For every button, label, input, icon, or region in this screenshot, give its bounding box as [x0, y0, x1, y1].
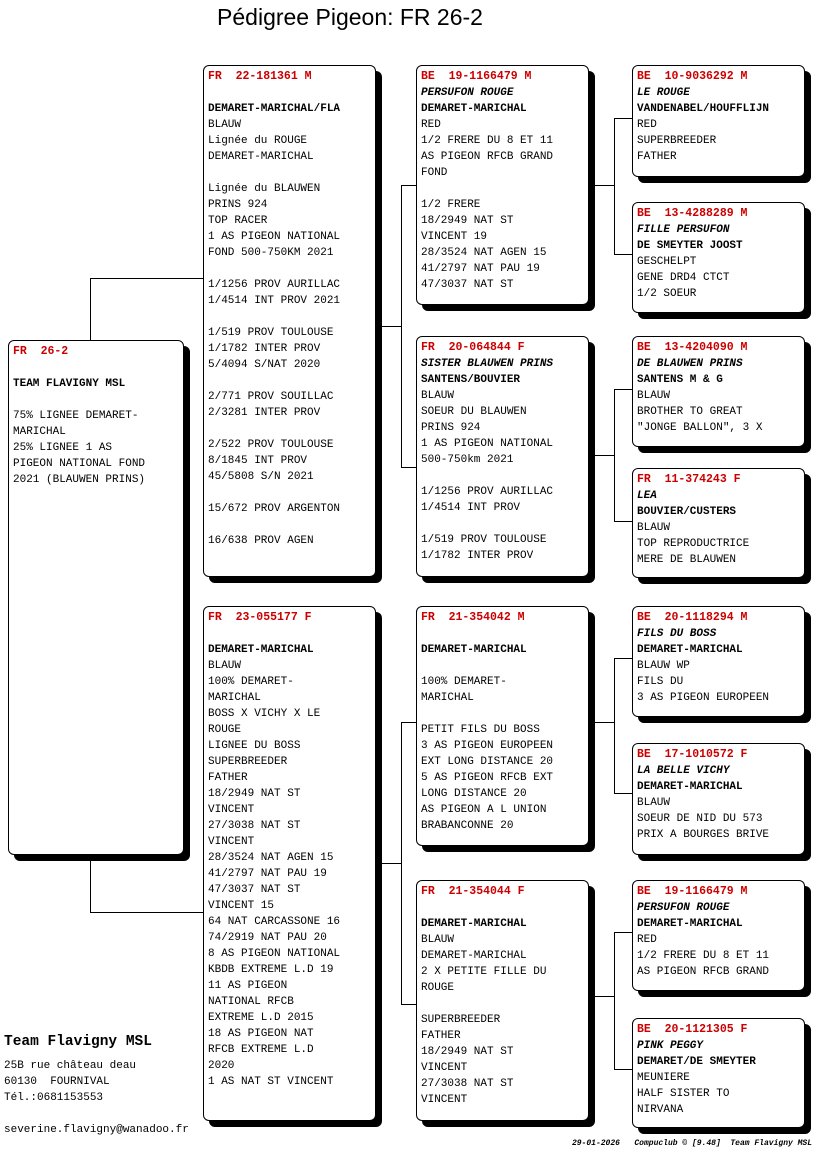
pigeon-name: LEA [637, 490, 657, 502]
connector-line [614, 658, 615, 793]
ring-number: FR 21-354042 M [421, 611, 525, 624]
ring-number: FR 21-354044 F [421, 885, 525, 898]
detail-line: 41/2797 NAT PAU 19 [208, 868, 327, 880]
detail-line: 1/519 PROV TOULOUSE [421, 534, 547, 546]
detail-line: Lignée du ROUGE [208, 135, 308, 147]
detail-line: 1/2 FRERE DU 8 ET 11 [637, 950, 770, 962]
detail-line: 27/3038 NAT ST [421, 1078, 514, 1090]
detail-line: VANDENABEL/HOUFFLIJN [637, 103, 770, 115]
ring-number: BE 19-1166479 M [421, 70, 532, 83]
owner-name: Team Flavigny MSL [4, 1034, 152, 1050]
detail-line: AS PIGEON RFCB GRAND [637, 966, 770, 978]
owner-address-line: 60130 FOURNIVAL [4, 1076, 110, 1088]
pigeon-details [637, 504, 800, 568]
detail-line: 41/2797 NAT PAU 19 [421, 263, 540, 275]
detail-line: 16/638 PROV AGEN [208, 535, 314, 547]
pigeon-card-dam[interactable] [203, 606, 376, 1121]
pigeon-details [208, 85, 371, 549]
pigeon-card-ggp-3[interactable] [632, 336, 805, 447]
detail-line: MERE DE BLAUWEN [637, 554, 737, 566]
detail-line: MEUNIERE [637, 1072, 690, 1084]
pigeon-name: FILLE PERSUFON [637, 224, 730, 236]
pigeon-name: FILS DU BOSS [637, 628, 717, 640]
detail-line [421, 516, 584, 532]
owner-address-line: 25B rue château deau [4, 1060, 137, 1072]
ring-number: BE 10-9036292 M [637, 70, 748, 83]
detail-line [208, 309, 371, 325]
detail-line: 3 AS PIGEON EUROPEEN [421, 740, 554, 752]
detail-line: DEMARET-MARICHAL [637, 644, 743, 656]
detail-line: Lignée du BLAUWEN [208, 183, 321, 195]
detail-line: 3 AS PIGEON EUROPEEN [637, 692, 770, 704]
detail-line: 1/1782 INTER PROV [208, 343, 321, 355]
detail-line: TOP REPRODUCTRICE [637, 538, 750, 550]
detail-line: 2020 [208, 1060, 235, 1072]
pigeon-name: PERSUFON ROUGE [421, 87, 514, 99]
detail-line: DE SMEYTER JOOST [637, 240, 743, 252]
detail-line: GENE DRD4 CTCT [637, 272, 730, 284]
ring-number: FR 20-064844 F [421, 341, 525, 354]
ring-number: BE 13-4288289 M [637, 207, 748, 220]
pigeon-card-sire-dam[interactable] [416, 336, 589, 577]
detail-line: 45/5808 S/N 2021 [208, 471, 314, 483]
pigeon-name: SISTER BLAUWEN PRINS [421, 358, 554, 370]
detail-line: 47/3037 NAT ST [208, 884, 301, 896]
detail-line: BLAUW [208, 119, 242, 131]
detail-line: BOUVIER/CUSTERS [637, 506, 737, 518]
detail-line: 1/2 FRERE [421, 199, 481, 211]
connector-line [614, 389, 615, 521]
detail-line: BLAUW WP [637, 660, 690, 672]
detail-line: SANTENS/BOUVIER [421, 374, 521, 386]
connector-line [382, 326, 402, 327]
detail-line: BOSS X VICHY X LE [208, 708, 321, 720]
detail-line: 2021 (BLAUWEN PRINS) [13, 474, 146, 486]
detail-line: DEMARET-MARICHAL [421, 918, 527, 930]
pigeon-details [421, 900, 584, 1108]
ring-number: BE 19-1166479 M [637, 885, 748, 898]
detail-line: 5 AS PIGEON RFCB EXT [421, 772, 554, 784]
pigeon-details [637, 1054, 800, 1118]
ring-number: BE 20-1121305 F [637, 1023, 748, 1036]
detail-line: TEAM FLAVIGNY MSL [13, 378, 126, 390]
ring-number: BE 20-1118294 M [637, 611, 748, 624]
detail-line: FOND [421, 167, 448, 179]
connector-line [595, 455, 615, 456]
detail-line [421, 658, 584, 674]
connector-line [401, 1004, 417, 1005]
detail-line: EXT LONG DISTANCE 20 [421, 756, 554, 768]
detail-line: 100% DEMARET- [421, 676, 507, 688]
detail-line: 2/3281 INTER PROV [208, 407, 321, 419]
detail-line: VINCENT 15 [208, 900, 275, 912]
detail-line: VINCENT 19 [421, 231, 488, 243]
pigeon-details [637, 779, 800, 843]
detail-line: 1/2 SOEUR [637, 288, 697, 300]
ring-number: FR 22-181361 M [208, 70, 312, 83]
detail-line: FATHER [208, 772, 248, 784]
detail-line: DEMARET-MARICHAL [208, 644, 314, 656]
connector-line [614, 1069, 633, 1070]
pigeon-card-subject[interactable] [8, 340, 184, 855]
detail-line [208, 261, 371, 277]
detail-line: 28/3524 NAT AGEN 15 [421, 247, 547, 259]
connector-line [614, 254, 633, 255]
pigeon-details [637, 916, 800, 980]
detail-line: VINCENT [208, 836, 255, 848]
detail-line [208, 485, 371, 501]
connector-line [614, 118, 633, 119]
detail-line: AS PIGEON RFCB GRAND [421, 151, 554, 163]
detail-line: MARICHAL [13, 426, 66, 438]
detail-line: PETIT FILS DU BOSS [421, 724, 540, 736]
detail-line: RED [637, 119, 657, 131]
detail-line: DEMARET/DE SMEYTER [637, 1056, 756, 1068]
detail-line [208, 517, 371, 533]
connector-line [595, 185, 615, 186]
pigeon-name: DE BLAUWEN PRINS [637, 358, 743, 370]
detail-line: ROUGE [421, 982, 455, 994]
ring-number: FR 23-055177 F [208, 611, 312, 624]
pigeon-details [637, 372, 800, 436]
connector-line [614, 658, 633, 659]
detail-line: FATHER [421, 1030, 461, 1042]
detail-line: FATHER [637, 151, 677, 163]
detail-line: 1/4514 INT PROV 2021 [208, 295, 341, 307]
detail-line: GESCHELPT [637, 256, 697, 268]
detail-line: 28/3524 NAT AGEN 15 [208, 852, 334, 864]
detail-line: 75% LIGNEE DEMARET- [13, 410, 139, 422]
pigeon-name: PERSUFON ROUGE [637, 902, 730, 914]
detail-line [421, 626, 584, 642]
detail-line: 1/1782 INTER PROV [421, 550, 534, 562]
detail-line: 15/672 PROV ARGENTON [208, 503, 341, 515]
detail-line: PIGEON NATIONAL FOND [13, 458, 146, 470]
detail-line: NATIONAL RFCB [208, 996, 294, 1008]
pigeon-card-ggp-6[interactable] [632, 743, 805, 855]
detail-line: TOP RACER [208, 215, 268, 227]
detail-line: PRINS 924 [208, 199, 268, 211]
detail-line: 2/522 PROV TOULOUSE [208, 439, 334, 451]
ring-number: BE 13-4204090 M [637, 341, 748, 354]
detail-line: "JONGE BALLON", 3 X [637, 422, 763, 434]
detail-line: EXTREME L.D 2015 [208, 1012, 314, 1024]
detail-line: BLAUW [421, 390, 455, 402]
connector-line [90, 278, 204, 279]
ring-number: FR 11-374243 F [637, 473, 741, 486]
connector-line [401, 722, 402, 1004]
detail-line: BLAUW [637, 390, 671, 402]
detail-line: 18/2949 NAT ST [421, 215, 514, 227]
detail-line [13, 392, 179, 408]
detail-line: 1/2 FRERE DU 8 ET 11 [421, 135, 554, 147]
detail-line: MARICHAL [208, 692, 261, 704]
detail-line: BLAUW [637, 797, 671, 809]
detail-line: 1/519 PROV TOULOUSE [208, 327, 334, 339]
connector-line [595, 722, 615, 723]
pigeon-card-dam-dam[interactable] [416, 880, 589, 1121]
detail-line: FILS DU [637, 676, 684, 688]
detail-line: SANTENS M & G [637, 374, 723, 386]
pigeon-details [637, 642, 800, 706]
detail-line: SUPERBREEDER [208, 756, 288, 768]
detail-line: 11 AS PIGEON [208, 980, 288, 992]
connector-line [90, 278, 91, 340]
detail-line: 1 AS PIGEON NATIONAL [421, 438, 554, 450]
detail-line: PRIX A BOURGES BRIVE [637, 829, 770, 841]
connector-line [90, 855, 91, 912]
detail-line: 500-750km 2021 [421, 454, 514, 466]
detail-line: DEMARET-MARICHAL [637, 918, 743, 930]
connector-line [401, 185, 402, 467]
detail-line: MARICHAL [421, 692, 474, 704]
detail-line [421, 706, 584, 722]
detail-line: SOEUR DE NID DU 573 [637, 813, 763, 825]
detail-line: VINCENT [421, 1062, 468, 1074]
detail-line: 25% LIGNEE 1 AS [13, 442, 113, 454]
detail-line: BRABANCONNE 20 [421, 820, 514, 832]
detail-line: 2 X PETITE FILLE DU [421, 966, 547, 978]
detail-line: HALF SISTER TO [637, 1088, 730, 1100]
detail-line: 18/2949 NAT ST [421, 1046, 514, 1058]
detail-line: RFCB EXTREME L.D [208, 1044, 314, 1056]
detail-line [208, 165, 371, 181]
connector-line [614, 118, 615, 254]
owner-email[interactable]: severine.flavigny@wanadoo.fr [4, 1124, 189, 1136]
detail-line: AS PIGEON A L UNION [421, 804, 547, 816]
detail-line: 1 AS PIGEON NATIONAL [208, 231, 341, 243]
detail-line: BLAUW [637, 522, 671, 534]
pigeon-card-dam-sire[interactable] [416, 606, 589, 846]
connector-line [90, 912, 204, 913]
owner-address [4, 1058, 136, 1106]
connector-line [614, 932, 633, 933]
pigeon-details [637, 101, 800, 165]
detail-line [13, 360, 179, 376]
connector-line [614, 932, 615, 1069]
detail-line: DEMARET-MARICHAL [421, 644, 527, 656]
detail-line [208, 85, 371, 101]
connector-line [595, 996, 615, 997]
detail-line: 2/771 PROV SOUILLAC [208, 391, 334, 403]
detail-line: NIRVANA [637, 1104, 684, 1116]
pigeon-details [421, 372, 584, 564]
detail-line [208, 421, 371, 437]
pigeon-card-ggp-2[interactable] [632, 202, 805, 313]
detail-line: LIGNEE DU BOSS [208, 740, 301, 752]
detail-line [421, 996, 584, 1012]
pigeon-name: PINK PEGGY [637, 1040, 704, 1052]
detail-line: VINCENT [421, 1094, 468, 1106]
detail-line: 18 AS PIGEON NAT [208, 1028, 314, 1040]
pigeon-card-ggp-1[interactable] [632, 65, 805, 177]
detail-line: BLAUW [208, 660, 242, 672]
connector-line [614, 521, 633, 522]
connector-line [401, 467, 417, 468]
detail-line: DEMARET-MARICHAL [637, 781, 743, 793]
detail-line: SUPERBREEDER [421, 1014, 501, 1026]
detail-line: DEMARET-MARICHAL [421, 103, 527, 115]
pigeon-details [637, 238, 800, 302]
detail-line: 47/3037 NAT ST [421, 279, 514, 291]
detail-line: VINCENT [208, 804, 255, 816]
detail-line: 1 AS NAT ST VINCENT [208, 1076, 334, 1088]
pigeon-card-sire-sire[interactable] [416, 65, 589, 305]
detail-line: 18/2949 NAT ST [208, 788, 301, 800]
detail-line: DEMARET-MARICHAL [208, 151, 314, 163]
detail-line: 27/3038 NAT ST [208, 820, 301, 832]
detail-line: BROTHER TO GREAT [637, 406, 743, 418]
detail-line [421, 468, 584, 484]
pigeon-card-sire[interactable] [203, 65, 376, 577]
pigeon-details [13, 360, 179, 488]
detail-line [208, 626, 371, 642]
owner-phone: Tél.:0681153553 [4, 1092, 104, 1104]
detail-line: FOND 500-750KM 2021 [208, 247, 334, 259]
connector-line [614, 389, 633, 390]
pigeon-details [421, 626, 584, 834]
detail-line: DEMARET-MARICHAL/FLA [208, 103, 341, 115]
detail-line: KBDB EXTREME L.D 19 [208, 964, 334, 976]
detail-line: 64 NAT CARCASSONE 16 [208, 916, 341, 928]
pigeon-name: LE ROUGE [637, 87, 690, 99]
detail-line: 1/1256 PROV AURILLAC [208, 279, 341, 291]
detail-line: 1/4514 INT PROV [421, 502, 521, 514]
detail-line [421, 181, 584, 197]
page-title: Pédigree Pigeon: FR 26-2 [217, 4, 483, 30]
detail-line: ROUGE [208, 724, 242, 736]
pigeon-card-ggp-8[interactable] [632, 1018, 805, 1128]
ring-number: BE 17-1010572 F [637, 748, 748, 761]
detail-line [421, 900, 584, 916]
pigeon-card-ggp-7[interactable] [632, 880, 805, 991]
detail-line: 100% DEMARET- [208, 676, 294, 688]
detail-line: 8/1845 INT PROV [208, 455, 308, 467]
footer-credit: 29-01-2026 Compuclub © [9.48] Team Flavigny MSL [571, 1139, 812, 1148]
pigeon-name: LA BELLE VICHY [637, 765, 730, 777]
detail-line: RED [637, 934, 657, 946]
connector-line [382, 863, 402, 864]
pigeon-details [208, 626, 371, 1090]
pigeon-details [421, 101, 584, 293]
connector-line [401, 722, 417, 723]
detail-line: 5/4094 S/NAT 2020 [208, 359, 321, 371]
detail-line: PRINS 924 [421, 422, 481, 434]
detail-line: 1/1256 PROV AURILLAC [421, 486, 554, 498]
detail-line: RED [421, 119, 441, 131]
detail-line: SOEUR DU BLAUWEN [421, 406, 527, 418]
detail-line: DEMARET-MARICHAL [421, 950, 527, 962]
detail-line [208, 373, 371, 389]
detail-line: 74/2919 NAT PAU 20 [208, 932, 327, 944]
connector-line [401, 185, 417, 186]
pigeon-card-ggp-4[interactable] [632, 468, 805, 578]
detail-line: 8 AS PIGEON NATIONAL [208, 948, 341, 960]
detail-line: SUPERBREEDER [637, 135, 717, 147]
detail-line: BLAUW [421, 934, 455, 946]
connector-line [614, 793, 633, 794]
ring-number: FR 26-2 [13, 345, 69, 358]
pigeon-card-ggp-5[interactable] [632, 606, 805, 717]
detail-line: LONG DISTANCE 20 [421, 788, 527, 800]
